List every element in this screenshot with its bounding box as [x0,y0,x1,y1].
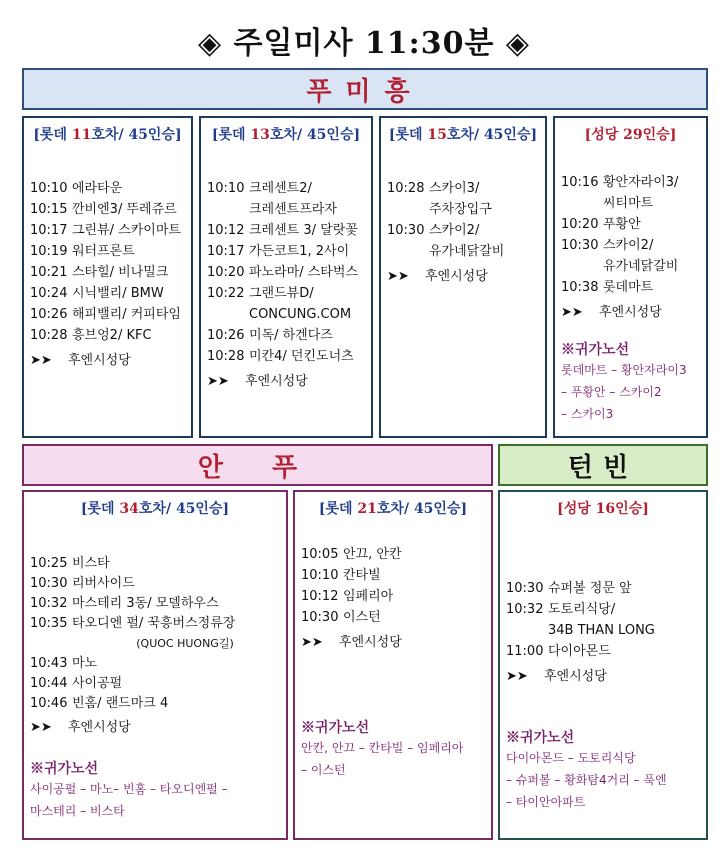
stop-row: 10:30 이스턴 [301,610,381,625]
destination-row: ➤➤ 후엔시성당 [301,632,485,653]
double-arrow-icon: ➤➤ [561,305,583,320]
stop-row: 10:21 스타힐/ 비나밀크 [30,265,169,280]
stop-row: (QUOC HUONG길) [136,637,234,650]
stop-row: 10:17 그린뷰/ 스카이마트 [30,223,181,238]
stop-row: 10:35 타오디엔 펄/ 꾹흥버스정류장 [30,616,236,631]
destination-row: ➤➤ 후엔시성당 [506,666,700,687]
stop-row: 10:24 시닉밸리/ BMW [30,286,164,301]
bus-header: [성당 29인승] [584,127,677,143]
stop-row: CONCUNG.COM [249,307,352,322]
destination-row: ➤➤ 후엔시성당 [207,371,365,392]
destination-row: ➤➤ 후엔시성당 [561,302,700,323]
return-route-title: ※귀가노선 [506,730,575,746]
stop-row: 10:30 스카이2/ [561,238,654,253]
page-title: ◈ 주일미사 11:30분 ◈ [198,26,530,61]
return-route: 안칸, 안끄 – 칸타빌 – 임페리아 – 이스턴 [301,741,464,777]
double-arrow-icon: ➤➤ [387,269,409,284]
section-thubinh: 턴빈 [498,444,708,486]
stop-row: 34B THAN LONG [548,623,655,638]
double-arrow-icon: ➤➤ [506,669,528,684]
stop-row: 유가네닭갈비 [603,259,679,274]
stop-row: 10:22 그랜드뷰D/ [207,286,314,301]
stop-row: 10:32 마스테리 3동/ 모델하우스 [30,596,219,611]
return-route: 사이공펄 – 마노– 빈홈 – 타오디엔펄 – 마스테리 – 비스타 [30,782,228,818]
bus-box-lotte-15 [379,116,547,438]
stop-row: 10:26 해피밸리/ 커피타임 [30,307,181,322]
stop-row: 10:05 안끄, 안칸 [301,547,402,562]
stop-row: 10:43 마노 [30,656,98,671]
stop-row: 10:44 사이공펄 [30,676,123,691]
stop-row: 10:30 스카이2/ [387,223,480,238]
stop-row: 10:12 임페리아 [301,589,394,604]
double-arrow-icon: ➤➤ [30,720,52,735]
destination-row: ➤➤ 후엔시성당 [30,350,185,371]
return-route-title: ※귀가노선 [561,342,630,358]
stop-row: 10:38 롯데마트 [561,280,654,295]
stop-row: 10:30 슈퍼볼 정문 앞 [506,581,632,596]
stop-row: 10:15 깐비엔3/ 뚜레쥬르 [30,202,177,217]
bus-box-church-16 [498,490,708,840]
stop-row: 10:30 리버사이드 [30,576,135,591]
bus-header: [롯데 21호차/ 45인승] [318,501,468,517]
double-arrow-icon: ➤➤ [30,353,52,368]
stop-row: 10:28 흥브엉2/ KFC [30,328,152,343]
double-arrow-icon: ➤➤ [207,374,229,389]
stop-row: 10:28 스카이3/ [387,181,480,196]
stop-row: 10:32 도토리식당/ [506,602,616,617]
bus-header: [롯데 15호차/ 45인승] [388,127,538,143]
stop-row: 10:12 크레센트 3/ 달랏꽃 [207,223,358,238]
stop-row: 10:20 파노라마/ 스타벅스 [207,265,358,280]
return-route: 다이아몬드 – 도토리식당 – 슈퍼볼 – 황화탐4거리 – 푹엔 – 타이안아파트 [506,751,667,809]
stop-row: 10:10 칸타빌 [301,568,381,583]
destination-row: ➤➤ 후엔시성당 [387,266,539,287]
stop-row: 10:20 푸황안 [561,217,641,232]
stop-row: 10:25 비스타 [30,556,110,571]
destination-row: ➤➤ 후엔시성당 [30,718,280,738]
stop-row: 10:10 크레센트2/ [207,181,312,196]
stop-row: 씨티마트 [603,196,654,211]
bus-box-lotte-11 [22,116,193,438]
stop-row: 10:19 워터프론트 [30,244,135,259]
bus-header: [롯데 11호차/ 45인승] [33,127,182,143]
bus-box-church-29 [553,116,708,438]
bus-box-lotte-34 [22,490,288,840]
stop-row: 10:46 빈홈/ 랜드마크 4 [30,696,169,711]
return-route-title: ※귀가노선 [301,720,370,736]
stop-row: 주차장입구 [429,202,492,217]
stop-row: 10:10 에라타운 [30,181,123,196]
double-arrow-icon: ➤➤ [301,635,323,650]
bus-header: [롯데 34호차/ 45인승] [80,501,230,517]
bus-box-lotte-13 [199,116,373,438]
stop-row: 11:00 다이아몬드 [506,644,611,659]
bus-header: [롯데 13호차/ 45인승] [211,127,361,143]
stop-row: 10:17 가든코트1, 2사이 [207,244,350,259]
bus-header: [성당 16인승] [557,501,649,517]
return-route-title: ※귀가노선 [30,761,99,777]
stop-row: 10:16 황안자라이3/ [561,175,679,190]
return-route: 롯데마트 – 황안자라이3 – 푸황안 – 스카이2 – 스카이3 [561,363,687,421]
section-pumihung: 푸미흥 [22,68,708,110]
stop-row: 크레센트프라자 [249,202,337,217]
stop-row: 10:26 미독/ 하겐다즈 [207,328,333,343]
bus-box-lotte-21 [293,490,493,840]
section-anphu: 안 푸 [22,444,493,486]
stop-row: 유가네닭갈비 [429,244,505,259]
stop-row: 10:28 미칸4/ 던킨도너츠 [207,349,354,364]
